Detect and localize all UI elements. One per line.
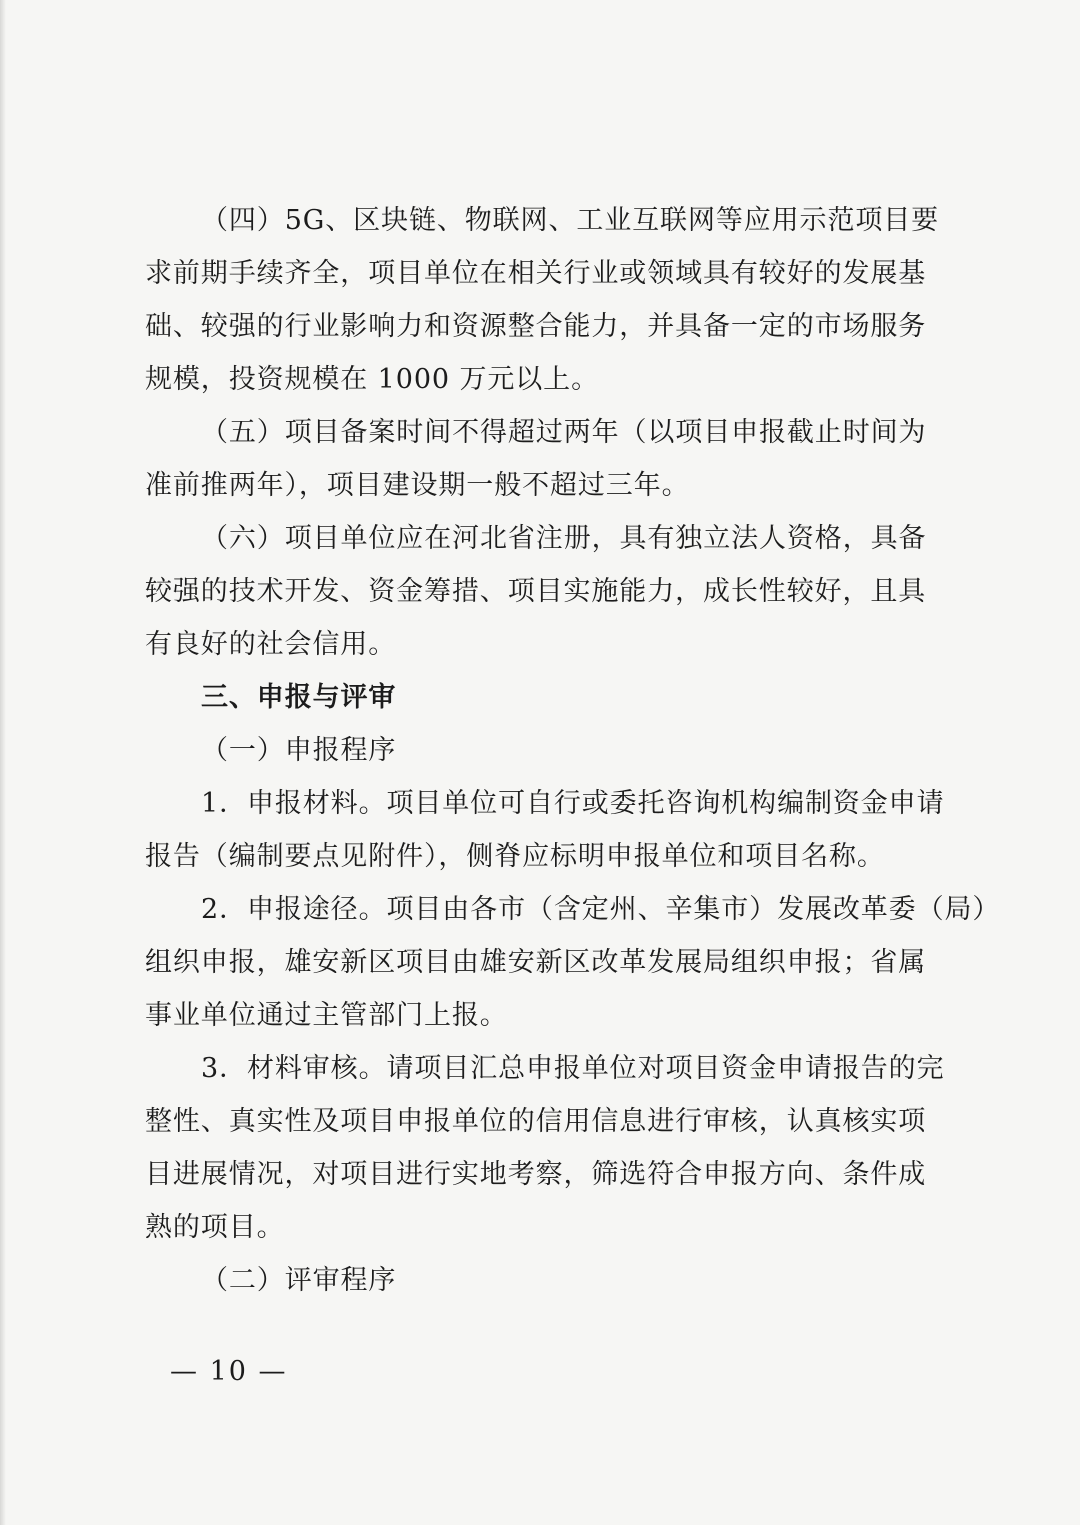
text-line: 熟的项目。 <box>145 1212 285 1243</box>
text-line: 目进展情况，对项目进行实地考察，筛选符合申报方向、条件成 <box>145 1159 927 1190</box>
text-line: 整性、真实性及项目申报单位的信用信息进行审核，认真核实项 <box>145 1106 927 1137</box>
page-number: — 10 — <box>170 1356 288 1387</box>
paragraph-item-4 <box>145 194 940 406</box>
step-3 <box>145 1042 945 1254</box>
text-line: 1．申报材料。项目单位可自行或委托咨询机构编制资金申请 <box>201 788 945 819</box>
text-line: 规模，投资规模在 1000 万元以上。 <box>145 364 599 395</box>
text-line: （六）项目单位应在河北省注册，具有独立法人资格，具备 <box>201 523 927 554</box>
step-1 <box>145 777 945 883</box>
text-line: 组织申报，雄安新区项目由雄安新区改革发展局组织申报；省属 <box>145 947 927 978</box>
text-line: 较强的技术开发、资金筹措、项目实施能力，成长性较好，且具 <box>145 576 927 607</box>
text-line: 报告（编制要点见附件），侧脊应标明申报单位和项目名称。 <box>145 841 885 872</box>
subheading-application-procedure: （一）申报程序 <box>201 735 397 766</box>
text-line: 事业单位通过主管部门上报。 <box>145 1000 508 1031</box>
page-body <box>145 194 1001 1307</box>
subheading-review-procedure: （二）评审程序 <box>201 1265 397 1296</box>
scan-edge <box>0 0 6 1525</box>
paragraph-item-5 <box>145 406 925 512</box>
text-line: 3．材料审核。请项目汇总申报单位对项目资金申请报告的完 <box>201 1053 945 1084</box>
paragraph-item-6 <box>145 512 925 671</box>
text-line: 2．申报途径。项目由各市（含定州、辛集市）发展改革委（局） <box>201 894 1001 925</box>
step-2 <box>145 883 1001 1042</box>
text-line: 求前期手续齐全，项目单位在相关行业或领域具有较好的发展基 <box>145 258 927 289</box>
section-heading: 三、申报与评审 <box>201 682 397 713</box>
text-line: （五）项目备案时间不得超过两年（以项目申报截止时间为 <box>201 417 927 448</box>
text-line: 础、较强的行业影响力和资源整合能力，并具备一定的市场服务 <box>145 311 927 342</box>
text-line: （四）5G、区块链、物联网、工业互联网等应用示范项目要 <box>201 205 940 236</box>
text-line: 有良好的社会信用。 <box>145 629 397 660</box>
text-line: 准前推两年），项目建设期一般不超过三年。 <box>145 470 690 501</box>
